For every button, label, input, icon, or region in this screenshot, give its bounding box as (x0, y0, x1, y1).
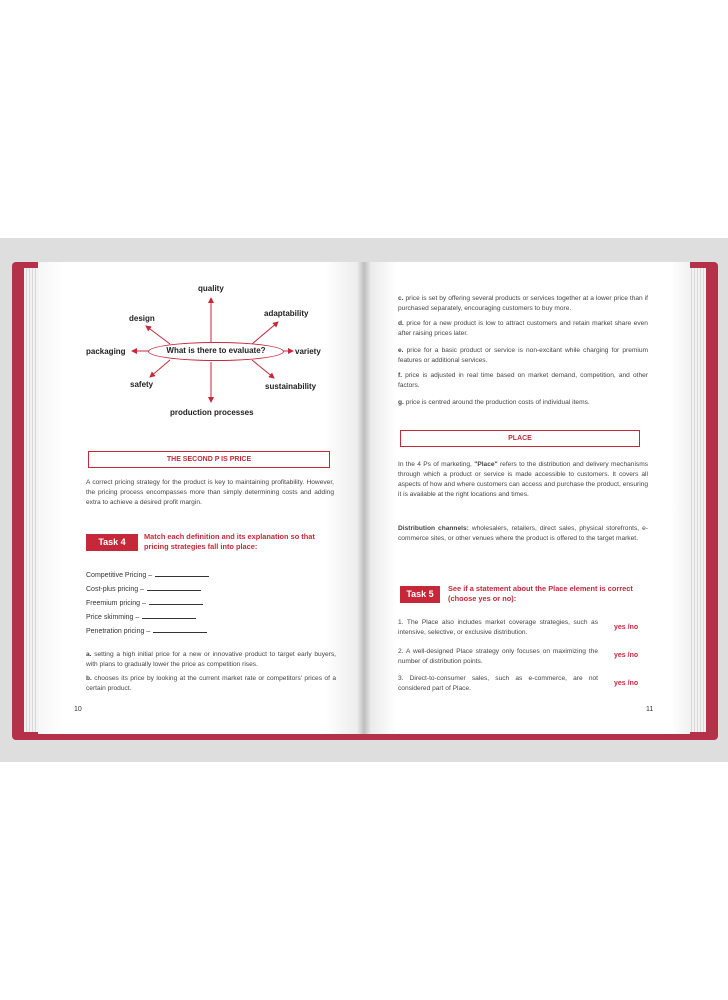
section-title-place: PLACE (400, 430, 640, 447)
price-intro-paragraph: A correct pricing strategy for the product is key to maintaining profitability. However, the pricing process encompasses more than simply determining costs and adding extra to achieve a desired profit margin. (86, 479, 334, 506)
definition-letter: b. (86, 675, 92, 682)
definition-text: price is centred around the production costs of individual items. (405, 399, 590, 406)
definition-d (398, 319, 648, 339)
definition-letter: g. (398, 399, 404, 406)
fill-item-skimming (86, 612, 196, 621)
statement-1: 1. The Place also includes market coverage strategies, such as intensive, selective, or exclusive distribution. (398, 619, 598, 636)
definition-text: chooses its price by looking at the current market rate or competitors' prices of a certain product. (86, 675, 336, 692)
yes-no-choice-2[interactable]: yes /no (614, 652, 639, 659)
fill-item-cost-plus (86, 584, 201, 593)
answer-blank[interactable] (153, 626, 207, 633)
definition-text: price for a basic product or service is non-excitant while charging for premium features or additional services. (398, 347, 648, 364)
book-gutter (357, 262, 371, 734)
definition-text: price for a new product is low to attract customers and retain market share even after raising prices later. (398, 320, 648, 337)
answer-blank[interactable] (155, 570, 209, 577)
fill-item-penetration (86, 626, 207, 635)
definition-g (398, 398, 648, 408)
item-label: Cost-plus pricing – (86, 586, 144, 593)
item-label: Freemium pricing – (86, 600, 146, 607)
item-label: Competitive Pricing – (86, 572, 153, 579)
task-4-badge: Task 4 (86, 534, 138, 551)
task-4-title: Match each definition and its explanation so that pricing strategies fall into place: (144, 532, 315, 551)
place-term: "Place" (474, 461, 498, 468)
definition-letter: c. (398, 295, 404, 302)
channels-label: Distribution channels: (398, 525, 469, 532)
diagram-center-label: What is there to evaluate? (148, 342, 284, 361)
answer-blank[interactable] (149, 598, 203, 605)
definition-a (86, 650, 336, 670)
diagram-label-quality: quality (198, 284, 224, 293)
fill-item-freemium (86, 598, 203, 607)
definition-text: setting a high initial price for a new or innovative product to target early buyers, with plans to gradually lower the price as competition rises. (86, 651, 336, 668)
left-page (38, 262, 364, 734)
place-intro-paragraph (398, 460, 648, 500)
place-intro-text: refers to the distribution and delivery mechanisms through which a product or service is made accessible to customers. It covers all aspects of how and where customers can access and purchase the product, ensuring it is available at the right locations and times. (398, 461, 648, 498)
definition-text: price is adjusted in real time based on market demand, competition, and other factors. (398, 372, 648, 389)
item-label: Price skimming – (86, 614, 140, 621)
definition-letter: f. (398, 372, 403, 379)
definition-letter: d. (398, 320, 404, 327)
page-number-right: 11 (646, 706, 654, 713)
diagram-label-safety: safety (130, 380, 154, 389)
place-intro-text: In the 4 Ps of marketing, (398, 461, 475, 468)
section-title-price: THE SECOND P IS PRICE (88, 451, 330, 468)
task-5-badge: Task 5 (400, 586, 440, 603)
fill-item-competitive (86, 570, 209, 579)
diagram-label-sustainability: sustainability (265, 382, 317, 391)
statement-2: 2. A well-designed Place strategy only focuses on maximizing the number of distribution points. (398, 648, 598, 665)
statement-3: 3. Direct-to-consumer sales, such as e-commerce, are not considered part of Place. (398, 675, 598, 692)
diagram-label-packaging: packaging (86, 347, 126, 356)
right-page (364, 262, 690, 734)
definition-letter: a. (86, 651, 92, 658)
definition-c (398, 294, 648, 314)
yes-no-choice-3[interactable]: yes /no (614, 680, 639, 687)
diagram-label-production: production processes (170, 408, 254, 417)
answer-blank[interactable] (142, 612, 196, 619)
distribution-channels-paragraph (398, 524, 648, 544)
definition-e (398, 346, 648, 366)
diagram-label-adaptability: adaptability (264, 309, 309, 318)
diagram-label-variety: variety (295, 347, 321, 356)
yes-no-choice-1[interactable]: yes /no (614, 624, 639, 631)
diagram-label-design: design (129, 314, 155, 323)
definition-f (398, 371, 648, 391)
answer-blank[interactable] (147, 584, 201, 591)
definition-text: price is set by offering several products or services together at a lower price than if purchased separately, encouraging customers to buy more. (398, 295, 648, 312)
task-5-title: See if a statement about the Place element is correct (choose yes or no): (448, 584, 633, 603)
item-label: Penetration pricing – (86, 628, 151, 635)
definition-b (86, 674, 336, 694)
definition-letter: e. (398, 347, 404, 354)
page-number-left: 10 (74, 706, 82, 713)
channels-text: wholesalers, retailers, direct sales, physical storefronts, e-commerce sites, or other venues where the product is offered to the target market. (398, 525, 648, 542)
